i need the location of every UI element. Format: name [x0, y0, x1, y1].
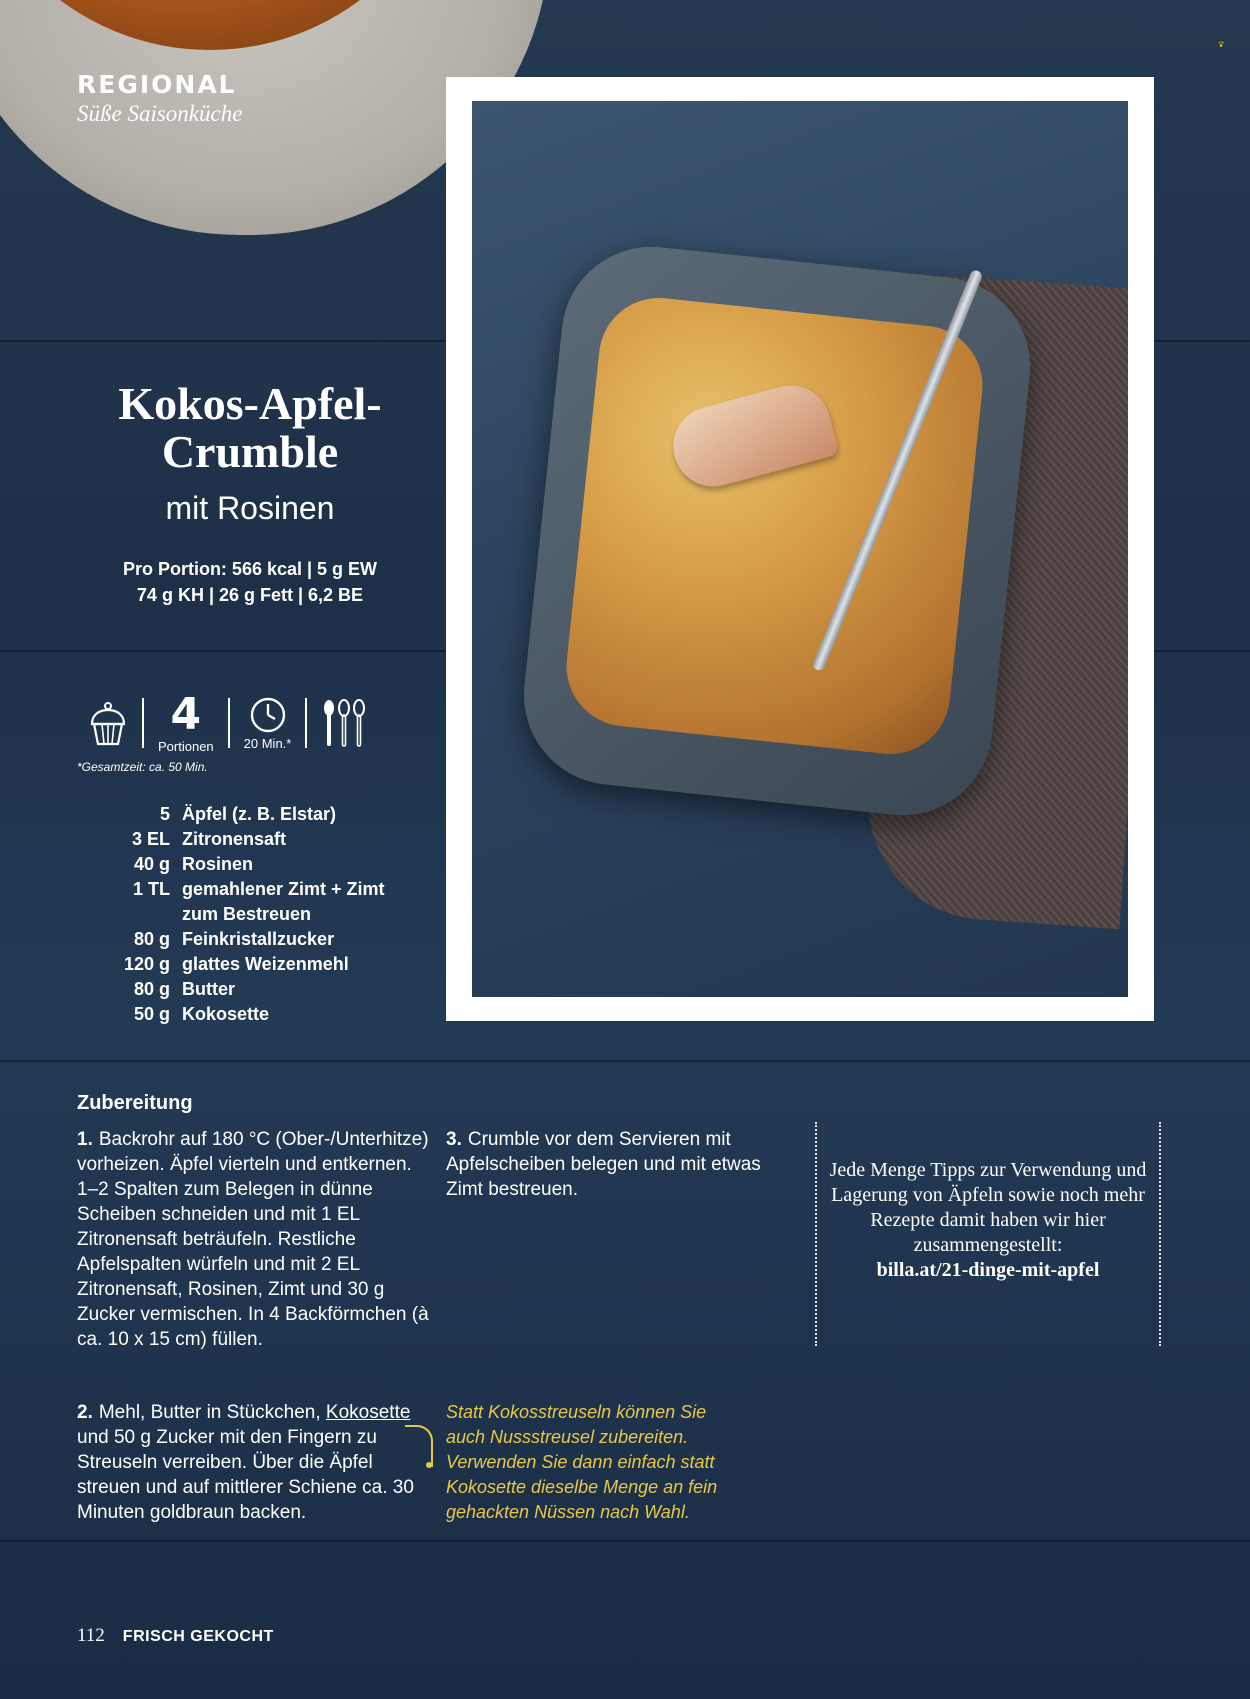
- servings-info: [158, 688, 214, 754]
- ingredients-list: [90, 802, 450, 1027]
- ingredient-row: [90, 952, 450, 977]
- ingredient-qty: 80 g: [133, 929, 170, 949]
- step-text: Backrohr auf 180 °C (Ober-/Unterhitze) vorheizen. Äpfel vierteln und entkernen. 1–2 Spalten zum Belegen in dünne Scheiben schneiden und mit 1 EL Zitronensaft beträufeln. Restliche Apfelspalten würfeln und mit 2 EL Zitronensaft, Rosinen, Zimt und 30 g Zucker vermischen. In 4 Backförmchen (à ca. 10 x 15 cm) füllen.: [77, 1129, 429, 1350]
- ingredient-name: glattes Weizenmehl: [182, 954, 349, 974]
- recipe-photo-frame: [446, 77, 1154, 1021]
- recipe-title-line1: Kokos-Apfel-: [118, 378, 382, 429]
- color-dots-icon: [1218, 34, 1224, 40]
- step-number: 2.: [77, 1402, 93, 1423]
- ingredient-qty: 120 g: [123, 954, 170, 974]
- divider: [305, 698, 307, 748]
- section-header: [77, 70, 242, 127]
- step-text: und 50 g Zucker mit den Fingern zu Streuseln verreiben. Über die Äpfel streuen und auf mittlerer Schiene ca. 30 Minuten goldbraun backen.: [77, 1427, 414, 1523]
- tip-connector-line: [405, 1425, 433, 1467]
- servings-label: Portionen: [158, 738, 214, 754]
- wood-plank-line: [0, 1060, 1250, 1062]
- tip-text: Statt Kokosstreuseln können Sie auch Nussstreusel zubereiten. Verwenden Sie dann einfach statt Kokosette dieselbe Menge an fein gehackten Nüssen nach Wahl.: [446, 1402, 718, 1522]
- total-time-footnote: *Gesamtzeit: ca. 50 Min.: [77, 760, 208, 774]
- time-info: [244, 696, 292, 751]
- step-number: 3.: [446, 1129, 462, 1150]
- recipe-info-row: [88, 688, 367, 754]
- divider: [228, 698, 230, 748]
- ingredient-row: [90, 927, 450, 952]
- step-2: [77, 1400, 429, 1525]
- step-number: 1.: [77, 1129, 93, 1150]
- info-box-text: Jede Menge Tipps zur Verwendung und Lagerung von Äpfeln sowie noch mehr Rezepte damit haben wir hier zusammengestellt:: [829, 1159, 1147, 1256]
- ingredient-name: Zitronensaft: [182, 829, 287, 849]
- crumble-image: [561, 292, 989, 760]
- page-footer: [77, 1625, 274, 1647]
- step-text: Crumble vor dem Servieren mit Apfelscheiben belegen und mit etwas Zimt bestreuen.: [446, 1129, 761, 1200]
- ingredient-name: Äpfel (z. B. Elstar): [182, 804, 337, 824]
- ingredient-name: Rosinen: [182, 854, 254, 874]
- ingredient-qty: 50 g: [133, 1004, 170, 1024]
- recipe-title-line2: Crumble: [161, 426, 339, 477]
- servings-number: 4: [170, 688, 202, 740]
- recipe-title: [90, 380, 410, 476]
- section-tag: REGIONAL: [77, 70, 237, 99]
- caramel-dessert-image: [0, 0, 460, 50]
- ingredient-row: [90, 802, 450, 827]
- ingredient-qty: 3 EL: [131, 829, 170, 849]
- ingredient-name: Butter: [182, 979, 235, 999]
- ingredient-qty: 5: [159, 804, 170, 824]
- preparation-title: Zubereitung: [77, 1092, 193, 1114]
- divider: [142, 698, 144, 748]
- crumble-photo: [472, 101, 1128, 997]
- section-subtitle: Süße Saisonküche: [77, 101, 243, 126]
- nutrition-line1: Pro Portion: 566 kcal | 5 g EW: [122, 559, 378, 579]
- ingredient-name: Feinkristallzucker: [182, 929, 335, 949]
- magazine-name: FRISCH GEKOCHT: [122, 1628, 274, 1645]
- nutrition-info: [90, 556, 410, 608]
- kokosette-highlight: Kokosette: [325, 1402, 411, 1423]
- difficulty-spoons-icon: [321, 698, 367, 748]
- step-text: Mehl, Butter in Stückchen,: [98, 1402, 326, 1423]
- ingredient-qty: 40 g: [133, 854, 170, 874]
- clock-icon: [244, 696, 292, 734]
- tip-connector-dot: [426, 1462, 432, 1468]
- ingredient-qty: 80 g: [133, 979, 170, 999]
- ingredient-row: [90, 852, 450, 877]
- info-box: [815, 1122, 1161, 1346]
- cupcake-icon: [88, 700, 128, 746]
- ingredient-name: Kokosette: [182, 1004, 270, 1024]
- info-box-link[interactable]: billa.at/21-dinge-mit-apfel: [876, 1259, 1100, 1281]
- ingredient-name: gemahlener Zimt + Zimt zum Bestreuen: [182, 879, 385, 924]
- wood-plank-line: [0, 1540, 1250, 1542]
- ingredient-qty: 1 TL: [132, 879, 170, 899]
- time-label: 20 Min.*: [243, 735, 292, 751]
- step-1: [77, 1127, 429, 1352]
- step-3: [446, 1127, 776, 1202]
- ingredient-row: [90, 1002, 450, 1027]
- recipe-subtitle: mit Rosinen: [165, 490, 335, 526]
- nutrition-line2: 74 g KH | 26 g Fett | 6,2 BE: [136, 585, 364, 605]
- ingredient-row: [90, 827, 450, 852]
- ingredient-row: [90, 977, 450, 1002]
- page-number: 112: [77, 1625, 105, 1646]
- ingredient-row: [90, 877, 450, 927]
